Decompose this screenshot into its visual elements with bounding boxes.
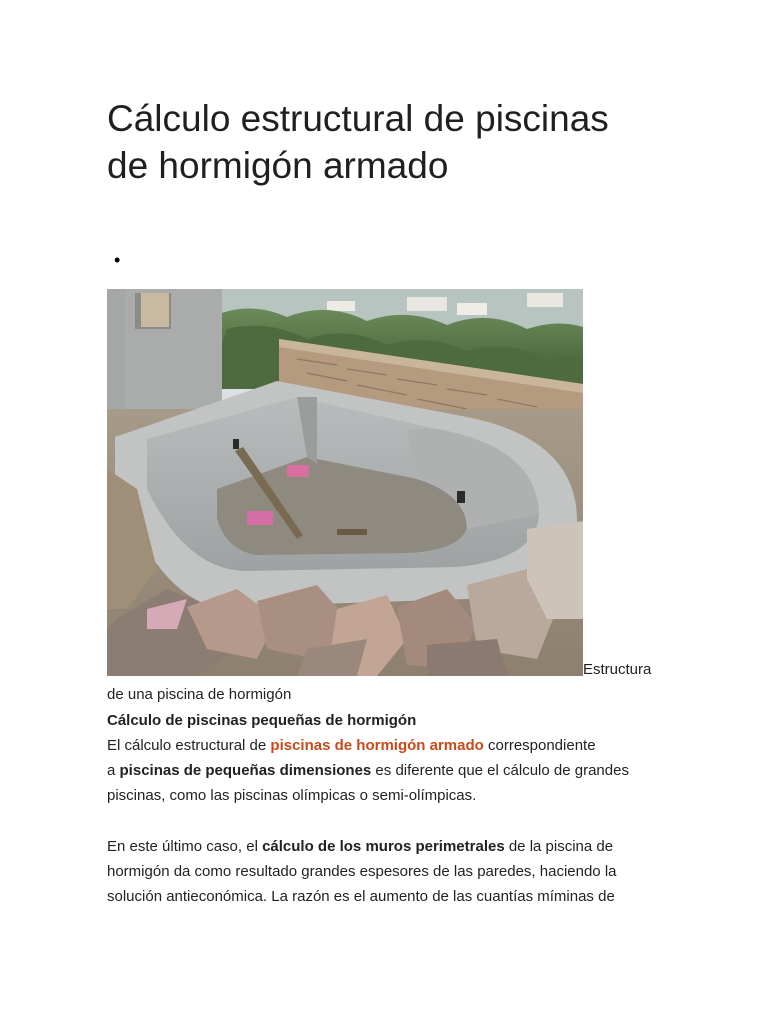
pool-photo-illustration [107, 289, 583, 676]
paragraph-1-line-1 [107, 733, 667, 758]
paragraph-2-line-3: solución antieconómica. La razón es el aumento de las cuantías míminas de [107, 888, 615, 905]
paragraph-2-line-1 [107, 834, 667, 859]
image-caption-part2: de una piscina de hormigón [107, 686, 292, 703]
link-piscinas-hormigon-armado[interactable]: piscinas de hormigón armado [270, 737, 484, 754]
paragraph-2-line-2: hormigón da como resultado grandes espesores de las paredes, haciendo la [107, 863, 617, 880]
image-caption-part1: Estructura [583, 661, 652, 678]
text-segment: El cálculo estructural de [107, 737, 271, 754]
text-segment: es diferente que el cálculo de grandes [371, 762, 629, 779]
section-heading: Cálculo de piscinas pequeñas de hormigón [107, 712, 417, 729]
paragraph-1-line-3: piscinas, como las piscinas olímpicas o semi-olímpicas. [107, 787, 477, 804]
title-line-1: Cálculo estructural de piscinas [107, 98, 609, 139]
paragraph-1 [107, 733, 667, 808]
text-segment: a [107, 762, 120, 779]
bold-text: piscinas de pequeñas dimensiones [119, 762, 372, 779]
text-segment: correspondiente [483, 737, 596, 754]
text-segment: En este último caso, el [107, 838, 263, 855]
page-title [107, 95, 667, 189]
text-segment: de la piscina de [504, 838, 614, 855]
bold-text: cálculo de los muros perimetrales [262, 838, 505, 855]
pool-photo [107, 289, 583, 676]
paragraph-1-line-2 [107, 758, 667, 783]
list-bullet: • [114, 250, 121, 270]
title-line-2: de hormigón armado [107, 145, 449, 186]
paragraph-2 [107, 834, 667, 909]
